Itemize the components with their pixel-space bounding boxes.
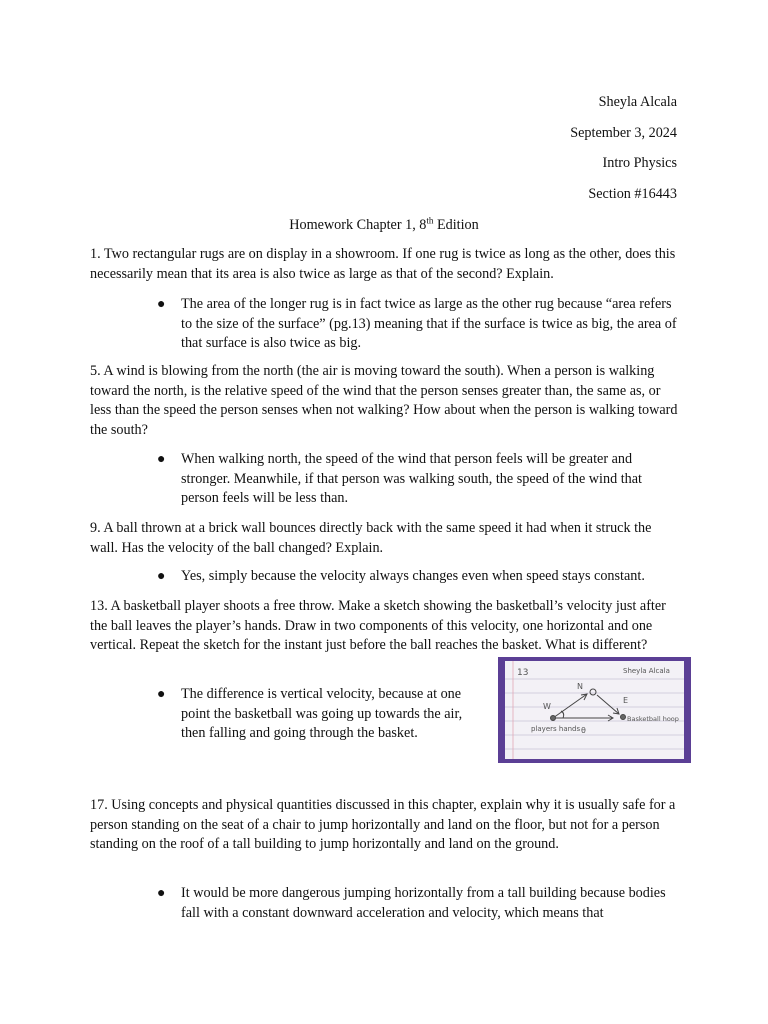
sketch-number: 13 [517,668,529,678]
title-suffix: Edition [433,217,479,233]
sketch-north-label: N [577,682,583,691]
question-9: 9. A ball thrown at a brick wall bounces directly back with the same speed it had when it struck the wall. Has the velocity of the ball changed? Explain. [90,520,652,556]
sketch-east-label: E [623,696,629,705]
section-number: Section #16443 [588,186,677,202]
question-17: 17. Using concepts and physical quantities discussed in this chapter, explain why it is usually safe for a person standing on the seat of a chair to jump horizontally and land on the floor, but not for a person standing on the roof of a tall building to jump horizontally and land on the ground. [90,797,676,852]
page-title [0,216,768,236]
sketch-west-label: W [543,702,551,711]
question-1: 1. Two rectangular rugs are on display in a showroom. If one rug is twice as long as the other, does this necessarily mean that its area is also twice as large as that of the second? Explain. [90,246,676,282]
sketch-start-label: players hands [531,725,581,733]
title-prefix: Homework Chapter 1, 8 [289,217,427,233]
student-name: Sheyla Alcala [598,94,677,110]
date: September 3, 2024 [570,125,677,141]
bullet-icon: ● [157,687,166,702]
answer-1: The area of the longer rug is in fact twice as large as the other rug because “area refers to the size of the surface” (pg.13) meaning that if the surface is twice as big, the area of that surface is also twice as big. [181,296,677,351]
course-name: Intro Physics [602,155,677,171]
question-13: 13. A basketball player shoots a free throw. Make a sketch showing the basketball’s velocity just after the ball leaves the player’s hands. Draw in two components of this velocity, one horizontal and one vertical. Repeat the sketch for the instant just before the ball reaches the basket. What is different? [90,598,666,653]
sketch-card [505,661,684,759]
bullet-icon: ● [157,569,166,584]
sketch-name: Sheyla Alcala [623,667,670,675]
bullet-icon: ● [157,452,166,467]
bullet-icon: ● [157,297,166,312]
answer-17: It would be more dangerous jumping horizontally from a tall building because bodies fall with a constant downward acceleration and velocity, which means that [181,885,666,921]
question-5: 5. A wind is blowing from the north (the air is moving toward the south). When a person is walking toward the north, is the relative speed of the wind that the person senses greater than, the same as, or less than the speed the person senses when not walking? How about when the person is walking toward the south? [90,363,678,438]
sketch-theta-label: θ [581,726,586,735]
velocity-sketch-image [498,657,691,763]
answer-9: Yes, simply because the velocity always changes even when speed stays constant. [181,568,645,584]
answer-13: The difference is vertical velocity, because at one point the basketball was going up towards the air, then falling and going through the basket. [181,686,463,741]
title-superscript: th [426,215,434,226]
answer-5: When walking north, the speed of the wind that person feels will be greater and stronger. Meanwhile, if that person was walking south, the speed of the wind that person feels will be less than. [181,451,642,506]
sketch-end-label: Basketball hoop [627,715,679,723]
bullet-icon: ● [157,886,166,901]
